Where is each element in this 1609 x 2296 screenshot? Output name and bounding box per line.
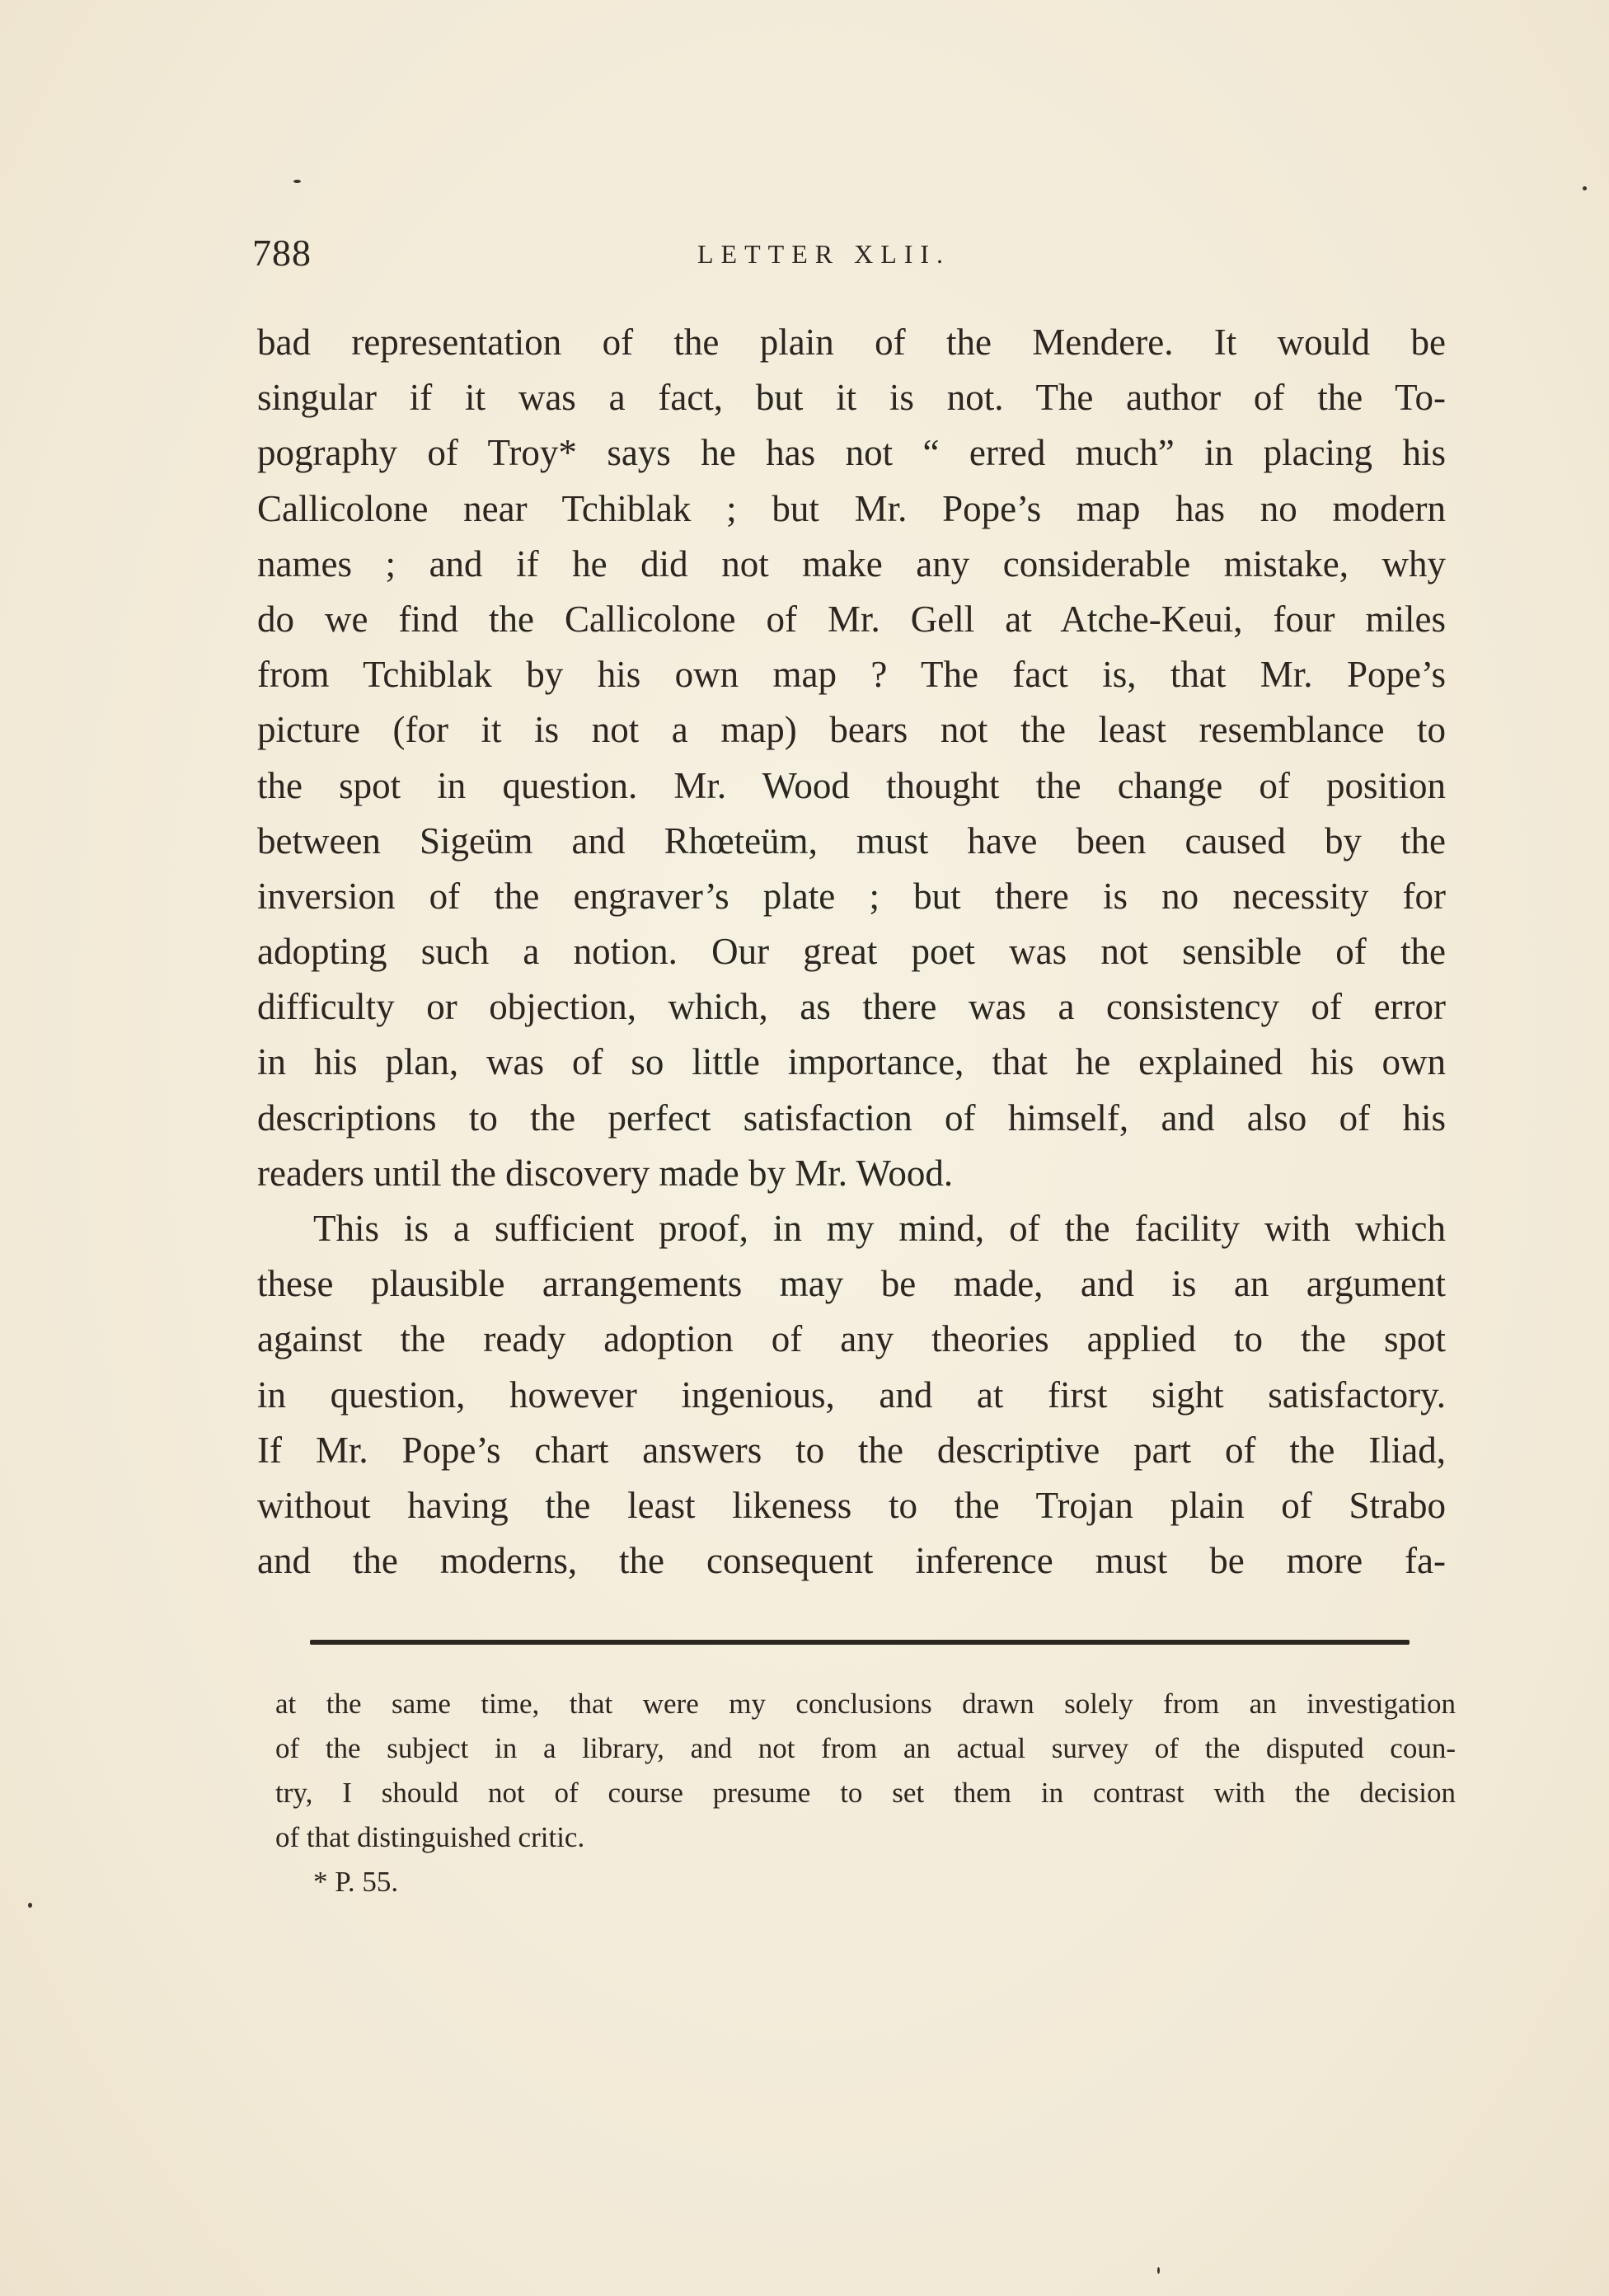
body-line: against the ready adoption of any theories applied to the spot bbox=[257, 1318, 1446, 1360]
body-line: these plausible arrangements may be made, and is an argument bbox=[257, 1263, 1446, 1305]
page-number: 788 bbox=[252, 232, 312, 274]
paper-speck bbox=[293, 180, 301, 183]
footnote-reference: * P. 55. bbox=[313, 1866, 399, 1898]
paper-speck bbox=[1157, 2267, 1160, 2274]
body-line: without having the least likeness to the Trojan plain of Strabo bbox=[257, 1484, 1446, 1526]
body-text bbox=[257, 315, 1446, 1589]
footnote-line: at the same time, that were my conclusions drawn solely from an investigation bbox=[275, 1688, 1456, 1720]
body-line: descriptions to the perfect satisfaction of himself, and also of his bbox=[257, 1096, 1446, 1139]
body-line: from Tchiblak by his own map ? The fact is, that Mr. Pope’s bbox=[257, 654, 1446, 696]
body-line: in question, however ingenious, and at first sight satisfactory. bbox=[257, 1373, 1446, 1416]
body-line: readers until the discovery made by Mr. Wood. bbox=[257, 1152, 954, 1194]
body-line: adopting such a notion. Our great poet was not sensible of the bbox=[257, 931, 1446, 973]
body-line: If Mr. Pope’s chart answers to the descriptive part of the Iliad, bbox=[257, 1429, 1446, 1471]
footnote-line: try, I should not of course presume to set them in contrast with the decision bbox=[275, 1777, 1456, 1809]
body-line: singular if it was a fact, but it is not. The author of the To- bbox=[257, 377, 1446, 419]
body-line: bad representation of the plain of the Mendere. It would be bbox=[257, 322, 1446, 363]
footnote-line: of the subject in a library, and not from an actual survey of the disputed coun- bbox=[275, 1732, 1456, 1764]
paper-speck bbox=[28, 1903, 32, 1908]
body-line: in his plan, was of so little importance, that he explained his own bbox=[257, 1041, 1446, 1083]
body-line: pography of Troy* says he has not “ erred much” in placing his bbox=[257, 432, 1446, 474]
body-line: do we find the Callicolone of Mr. Gell at Atche-Keui, four miles bbox=[257, 598, 1446, 640]
footnotes bbox=[275, 1682, 1456, 1904]
body-line: inversion of the engraver’s plate ; but there is no necessity for bbox=[257, 875, 1446, 917]
paper-speck bbox=[1583, 186, 1587, 190]
footnote-rule bbox=[310, 1640, 1410, 1645]
body-line: the spot in question. Mr. Wood thought the change of position bbox=[257, 764, 1446, 806]
page-header bbox=[252, 231, 1447, 280]
body-line: picture (for it is not a map) bears not the least resemblance to bbox=[257, 709, 1446, 751]
running-head: LETTER XLII. bbox=[697, 239, 951, 269]
body-line: between Sigeüm and Rhœteüm, must have been caused by the bbox=[257, 819, 1446, 862]
body-line: difficulty or objection, which, as there was a consistency of error bbox=[257, 986, 1446, 1028]
body-line: and the moderns, the consequent inference must be more fa- bbox=[257, 1540, 1446, 1582]
body-line: Callicolone near Tchiblak ; but Mr. Pope’s map has no modern bbox=[257, 487, 1446, 529]
body-line: names ; and if he did not make any considerable mistake, why bbox=[257, 542, 1446, 585]
body-line: This is a sufficient proof, in my mind, of the facility with which bbox=[313, 1208, 1446, 1249]
footnote-line: of that distinguished critic. bbox=[275, 1821, 585, 1853]
